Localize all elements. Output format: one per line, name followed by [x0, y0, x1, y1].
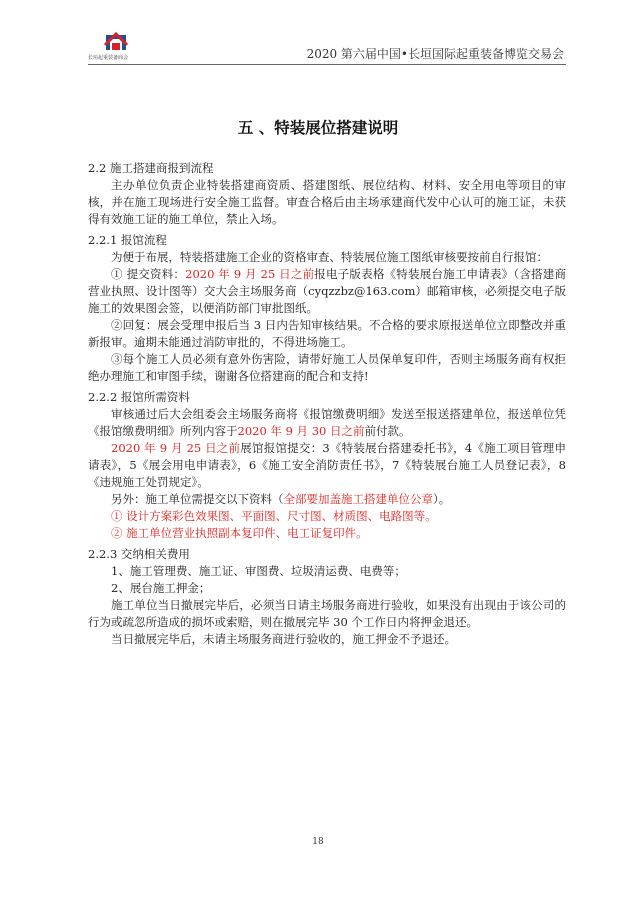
documents-deadline-highlight: 2020 年 9 月 25 日之前: [111, 441, 241, 455]
documents-list: 展馆报馆提交：3《特装展台搭建委托书》，4《施工项目管理申请表》，5《展会用电申请表》，6《施工安全消防责任书》，7《特装展台施工人员登记表》，8《违规施工处罚规定》。: [88, 441, 566, 489]
section-2-2-1-intro: 为便于布展，特装搭建施工企业的资格审查、特装展位施工图纸审核要按前自行报馆：: [111, 250, 548, 264]
required-documents: [88, 440, 566, 491]
deposit-refund-text: 施工单位当日撤展完毕后，必须当日请主场服务商进行验收，如果没有出现由于该公司的行为或疏忽所造成的损坏或索赔，则在撤展完毕 30 个工作日内将押金退还。: [88, 598, 566, 629]
design-drawings-item: ① 设计方案彩色效果图、平面图、尺寸图、材质图、电路图等。: [111, 509, 437, 523]
section-2-2-2-title: 2.2.2 报馆所需资料: [88, 390, 190, 404]
section-2-2-title: 2.2 施工搭建商报到流程: [88, 161, 214, 175]
logo-text: 长垣起重装备商会: [88, 55, 129, 61]
document-title: 五 、特装展位搭建说明: [237, 118, 399, 137]
document-body: [88, 160, 566, 648]
additional-materials: [88, 491, 566, 508]
page-header: [88, 30, 566, 65]
body-text: 审核通过后大会组委会主场服务商将《报馆缴费明细》发送至报送搭建单位，报送单位凭《报馆缴费明细》所列内容于: [88, 407, 566, 438]
additional-suffix: ）。: [433, 492, 451, 506]
item-text: 报电子版表格《特装展台施工申请表》（含搭建商营业执照、设计图等）交大会主场服务商（cyqzzbz@163.com）邮箱审核，必须提交电子版施工的效果图会签，以便消防部门审批图纸。: [88, 267, 567, 315]
section-2-2-2-body: [88, 406, 566, 440]
payment-deadline-highlight: 2020 年 9 月 30 日之前: [237, 424, 365, 438]
body-text-end: 前付款。: [364, 424, 411, 438]
fee-item-2: 2、展台施工押金；: [111, 581, 211, 595]
insurance-item: ③每个施工人员必须有意外伤害险，请带好施工人员保单复印件，否则主场服务商有权拒绝办理施工和审图手续，谢谢各位搭建商的配合和支持!: [88, 352, 566, 383]
page-number: 18: [312, 837, 324, 847]
header-title: 2020 第六届中国•长垣国际起重装备博览交易会: [306, 47, 564, 61]
submit-materials-item: [88, 266, 566, 317]
additional-prefix: 另外：施工单位需提交以下资料（: [111, 492, 284, 506]
fee-item-1: 1、施工管理费、施工证、审图费、垃圾清运费、电费等；: [111, 564, 406, 578]
deadline-highlight: 2020 年 9 月 25 日之前: [185, 267, 315, 281]
chamber-logo-icon: [94, 30, 138, 54]
section-2-2-1-title: 2.2.1 报馆流程: [88, 233, 167, 247]
section-2-2-3-title: 2.2.3 交纳相关费用: [88, 547, 190, 561]
seal-requirement-highlight: 全部要加盖施工搭建单位公章: [283, 492, 433, 506]
section-2-2-body: 主办单位负责企业特装搭建商资质、搭建图纸、展位结构、材料、安全用电等项目的审核，并在施工现场进行安全施工监督。审查合格后由主场承建商代发中心认可的施工证，未获得有效施工证的施工单位，禁止入场。: [88, 178, 566, 226]
deposit-forfeit-text: 当日撤展完毕后，未请主场服务商进行验收的，施工押金不予退还。: [111, 632, 456, 646]
reply-item: ②回复：展会受理申报后当 3 日内告知审核结果。不合格的要求原报送单位立即整改并重新报审。逾期未能通过消防审批的，不得进场施工。: [88, 318, 566, 349]
item-prefix: ① 提交资料：: [111, 267, 186, 281]
license-copies-item: ② 施工单位营业执照副本复印件、电工证复印件。: [111, 526, 368, 540]
